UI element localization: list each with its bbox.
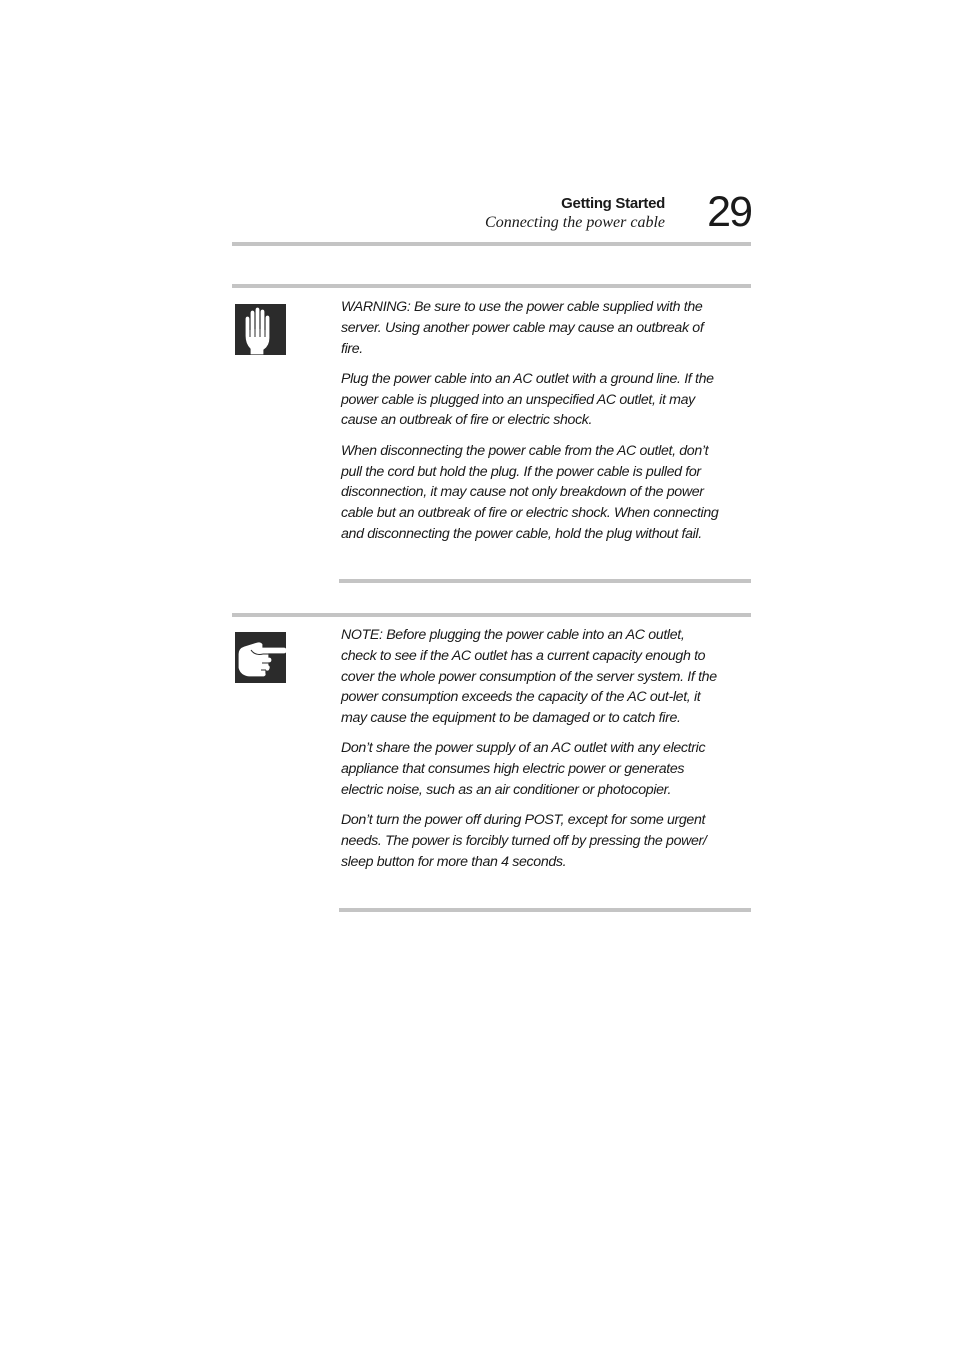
note-callout — [232, 613, 751, 915]
note-text — [341, 625, 721, 882]
note-paragraph: Don’t turn the power off during POST, except for some urgent needs. The power is forcibly turned off by pressing the power/ sleep button for more than 4 seconds. — [341, 812, 707, 870]
warning-text — [341, 297, 721, 554]
page-number: 29 — [707, 188, 751, 236]
warning-bottom-rule — [339, 579, 751, 583]
note-paragraph: NOTE: Before plugging the power cable into an AC outlet, check to see if the AC outlet has a current capacity enough to cover the whole power consumption of the server system. If the power consumption exceeds the capacity of the AC out-let, it may cause the equipment to be damaged or to catch fire. — [341, 627, 717, 727]
note-top-rule — [232, 613, 751, 617]
warning-top-rule — [232, 284, 751, 288]
header-rule — [232, 242, 751, 246]
pointing-hand-icon — [235, 632, 286, 683]
warning-paragraph: When disconnecting the power cable from the AC outlet, don’t pull the cord but hold the plug. If the power cable is pulled for disconnection, it may cause not only breakdown of the power cable but an outbreak of fire or electric shock. When connecting and disconnecting the power cable, hold the plug without fail. — [341, 442, 719, 542]
note-bottom-rule — [339, 908, 751, 912]
note-paragraph: Don’t share the power supply of an AC outlet with any electric appliance that consumes high electric power or generates electric noise, such as an air conditioner or photocopier. — [341, 740, 706, 799]
warning-paragraph: WARNING: Be sure to use the power cable supplied with the server. Using another power cable may cause an outbreak of fire. — [341, 299, 704, 357]
page-header — [232, 190, 751, 248]
header-titles — [485, 194, 665, 232]
hand-stop-icon — [235, 304, 286, 355]
chapter-title: Getting Started — [561, 195, 665, 212]
warning-paragraph: Plug the power cable into an AC outlet with a ground line. If the power cable is plugged into an unspecified AC outlet, it may cause an outbreak of fire or electric shock. — [341, 370, 714, 429]
section-title: Connecting the power cable — [485, 214, 665, 231]
warning-callout — [232, 284, 751, 586]
